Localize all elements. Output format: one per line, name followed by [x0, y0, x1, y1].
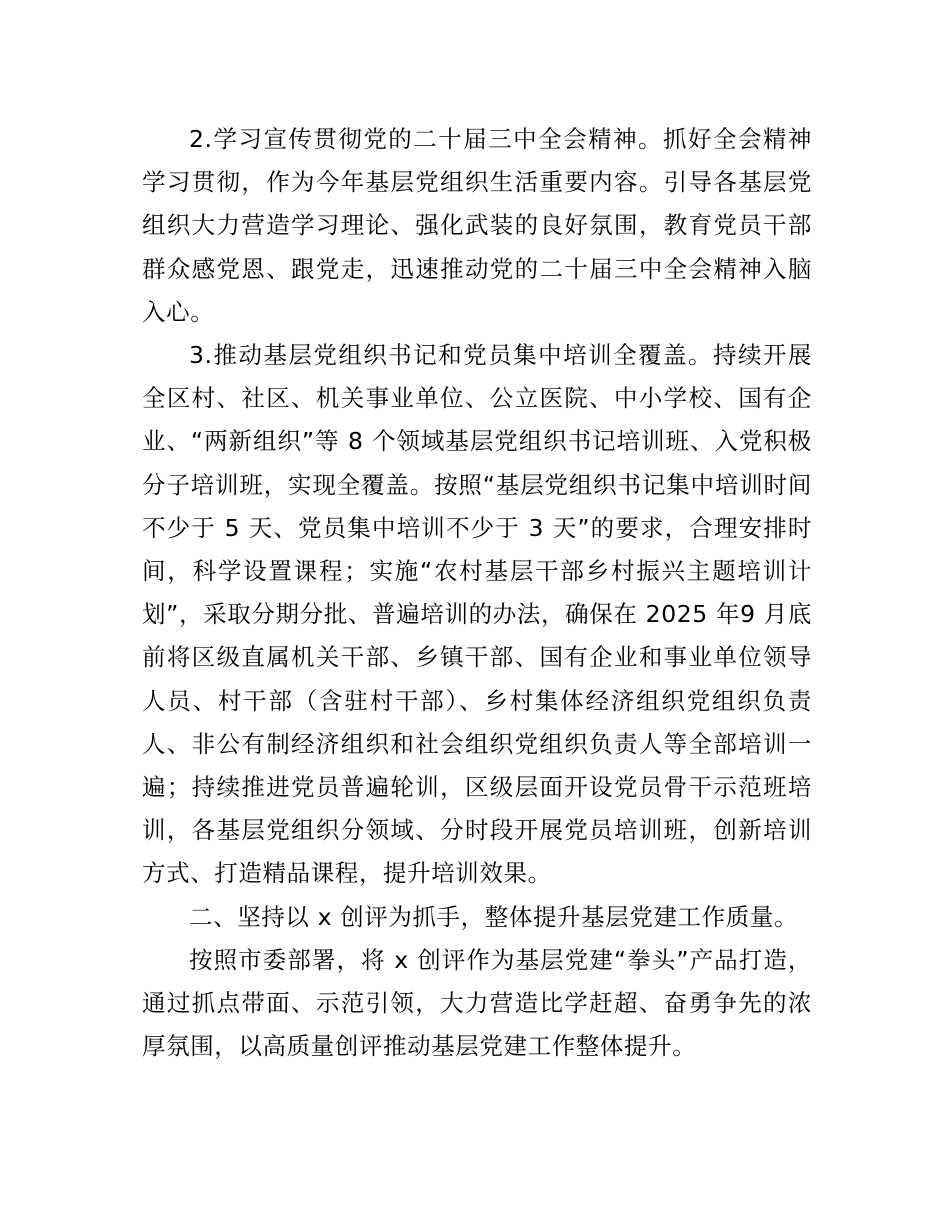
paragraph-study-plenary-spirit: 2.学习宣传贯彻党的二十届三中全会精神。抓好全会精神学习贯彻，作为今年基层党组织生活重要内容。引导各基层党组织大力营造学习理论、强化武装的良好氛围，教育党员干部群众感党恩、跟党走，迅速推动党的二十届三中全会精神入脑入心。 — [142, 125, 812, 326]
document-body — [142, 118, 812, 1068]
section-heading-x-evaluation: 二、坚持以 x 创评为抓手，整体提升基层党建工作质量。 — [189, 902, 799, 931]
paragraph-city-deployment: 按照市委部署，将 x 创评作为基层党建“拳头”产品打造，通过抓点带面、示范引领，大力营造比学赶超、奋勇争先的浓厚氛围，以高质量创评推动基层党建工作整体提升。 — [142, 945, 812, 1061]
paragraph-training-coverage: 3.推动基层党组织书记和党员集中培训全覆盖。持续开展全区村、社区、机关事业单位、公立医院、中小学校、国有企业、“两新组织”等 8 个领域基层党组织书记培训班、入党积极分子培训班，实现全覆盖。按照“基层党组织书记集中培训时间不少于 5 天、党员集中培训不少于 3 天”的要求，合理安排时间，科学设置课程；实施“农村基层干部乡村振兴主题培训计划”，采取分期分批、普遍培训的办法，确保在 2025 年9 月底前将区级直属机关干部、乡镇干部、国有企业和事业单位领导人员、村干部（含驻村干部）、乡村集体经济组织党组织负责人、非公有制经济组织和社会组织党组织负责人等全部培训一遍；持续推进党员普遍轮训，区级层面开设党员骨干示范班培训，各基层党组织分领域、分时段开展党员培训班，创新培训方式、打造精品课程，提升培训效果。 — [142, 341, 812, 888]
